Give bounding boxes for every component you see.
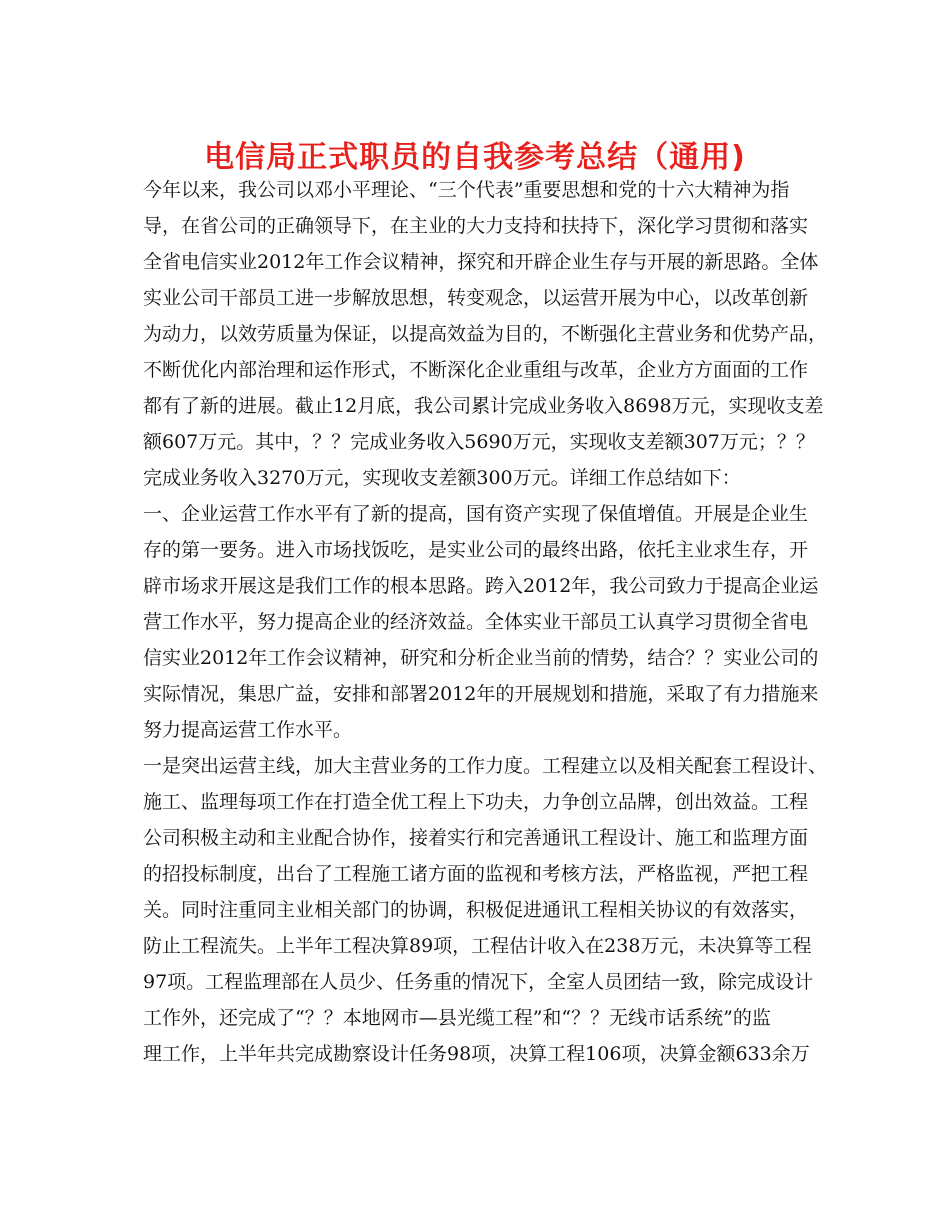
body-line: 营工作水平，努力提高企业的经济效益。全体实业干部员工认真学习贯彻全省电 [143, 611, 809, 633]
body-line: 全省电信实业2012年工作会议精神，探究和开辟企业生存与开展的新思路。全体 [143, 251, 819, 273]
body-line: 努力提高运营工作水平。 [143, 719, 353, 741]
body-line: 工作外，还完成了“？？本地网市—县光缆工程”和“？？无线市话系统”的监 [143, 1007, 771, 1029]
body-line: 额607万元。其中，？？完成业务收入5690万元，实现收支差额307万元；？？ [143, 431, 815, 453]
body-line: 存的第一要务。进入市场找饭吃，是实业公司的最终出路，依托主业求生存，开 [143, 539, 809, 561]
body-line: 施工、监理每项工作在打造全优工程上下功夫，力争创立品牌，创出效益。工程 [143, 791, 809, 813]
body-line: 理工作，上半年共完成勘察设计任务98项，决算工程106项，决算金额633余万 [143, 1043, 810, 1065]
body-line: 为动力，以效劳质量为保证，以提高效益为目的，不断强化主营业务和优势产品， [143, 323, 828, 345]
body-line: 防止工程流失。上半年工程决算89项，工程估计收入在238万元，未决算等工程 [143, 935, 812, 957]
body-line: 关。同时注重同主业相关部门的协调，积极促进通讯工程相关协议的有效落实， [143, 899, 809, 921]
body-line: 一、企业运营工作水平有了新的提高，国有资产实现了保值增值。开展是企业生 [143, 503, 809, 525]
body-line: 公司积极主动和主业配合协作，接着实行和完善通讯工程设计、施工和监理方面 [143, 827, 809, 849]
body-line: 完成业务收入3270万元，实现收支差额300万元。详细工作总结如下： [143, 467, 741, 489]
document-title: 电信局正式职员的自我参考总结（通用) [204, 140, 746, 175]
body-line: 一是突出运营主线，加大主营业务的工作力度。工程建立以及相关配套工程设计、 [143, 755, 828, 777]
body-line: 的招投标制度，出台了工程施工诸方面的监视和考核方法，严格监视，严把工程 [143, 863, 809, 885]
body-line: 97项。工程监理部在人员少、任务重的情况下，全室人员团结一致，除完成设计 [143, 971, 814, 993]
body-line: 信实业2012年工作会议精神，研究和分析企业当前的情势，结合？？实业公司的 [143, 647, 819, 669]
body-line: 实际情况，集思广益，安排和部署2012年的开展规划和措施，采取了有力措施来 [143, 683, 819, 705]
body-line: 导，在省公司的正确领导下，在主业的大力支持和扶持下，深化学习贯彻和落实 [143, 215, 809, 237]
body-line: 今年以来，我公司以邓小平理论、“三个代表”重要思想和党的十六大精神为指 [143, 179, 790, 201]
body-line: 辟市场求开展这是我们工作的根本思路。跨入2012年，我公司致力于提高企业运 [143, 575, 819, 597]
body-line: 不断优化内部治理和运作形式，不断深化企业重组与改革，企业方方面面的工作 [143, 359, 809, 381]
body-line: 都有了新的进展。截止12月底，我公司累计完成业务收入8698万元，实现收支差 [143, 395, 824, 417]
body-line: 实业公司干部员工进一步解放思想，转变观念，以运营开展为中心，以改革创新 [143, 287, 809, 309]
